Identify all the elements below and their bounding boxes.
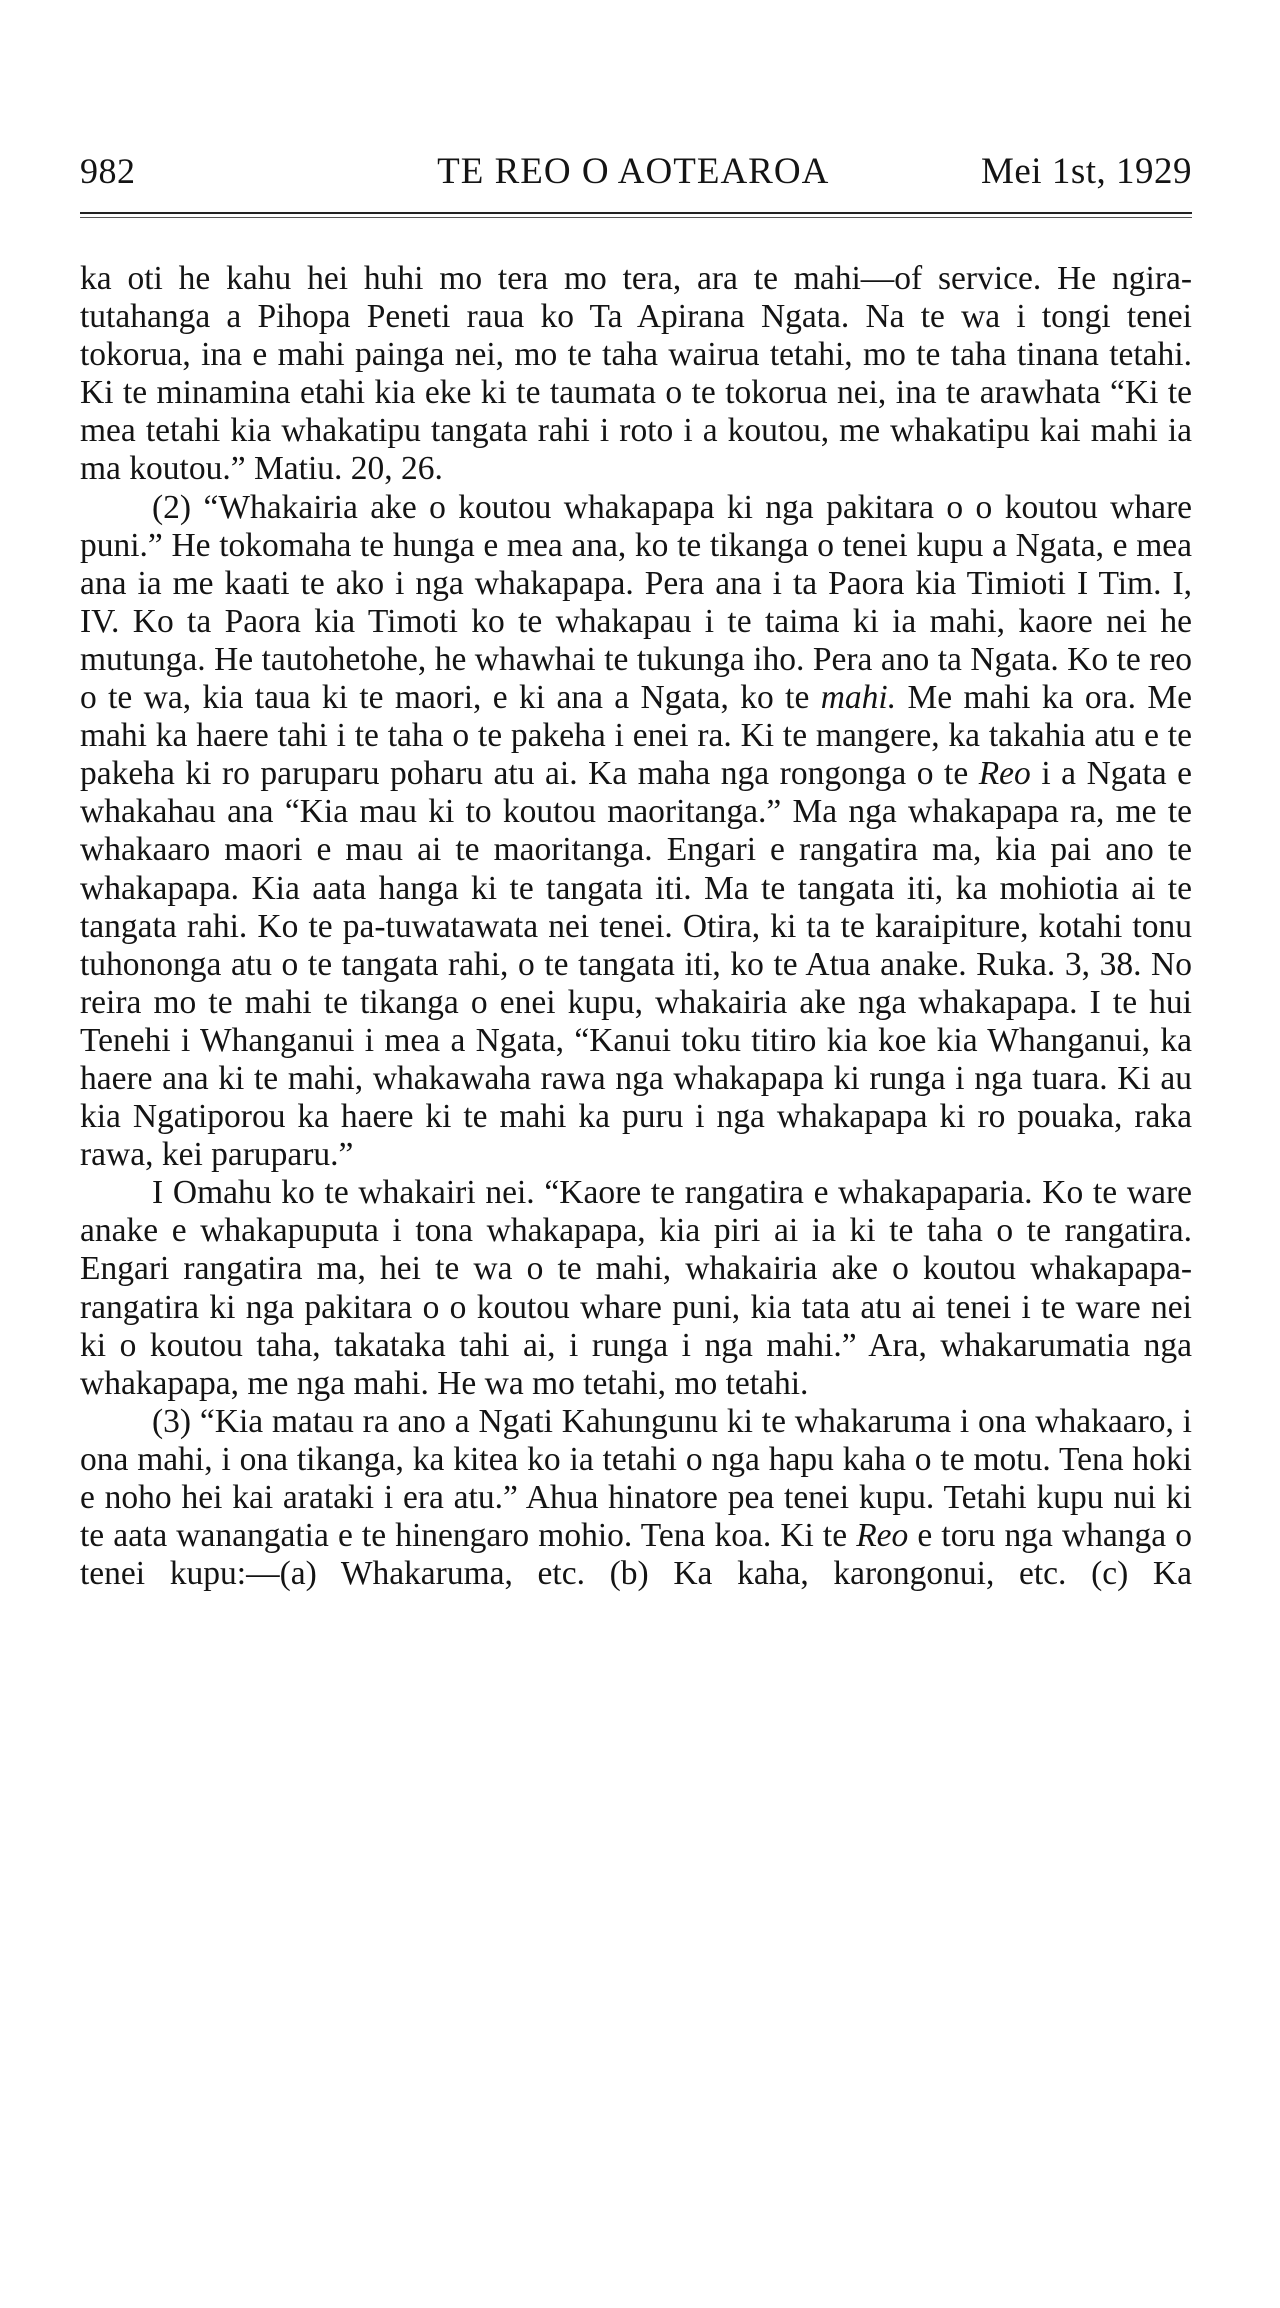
paragraph-2-emphasis-mahi: mahi. (820, 679, 897, 717)
page-header (80, 150, 1192, 198)
issue-date: Mei 1st, 1929 (980, 151, 1192, 192)
paragraph-2-text-a: (2) “Whakairia ake o koutou whakapapa ki nga pakitara o o koutou whare puni.” He tokomaha te hunga e mea ana, ko te tikanga o tenei kupu a Ngata, e mea ana ia me kaati te ako i nga whakapapa. Pera ana i ta Paora kia Timioti I Tim. I, IV. Ko ta Paora kia Timoti ko te whakapau i te taima ki ia mahi, kaore nei he mutunga. He tautohetohe, he whawhai te tukunga iho. Pera ano ta Ngata. Ko te reo o te wa, kia taua ki te maori, e ki ana a Ngata, ko te (80, 488, 1192, 717)
paragraph-1-text: ka oti he kahu hei huhi mo tera mo tera, ara te mahi—of service. He ngira-tutahanga a Pihopa Peneti raua ko Ta Apirana Ngata. Na te wa i tongi tenei tokorua, ina e mahi painga nei, mo te taha wairua tetahi, mo te taha tinana tetahi. Ki te minamina etahi kia eke ki te taumata o te tokorua nei, ina te arawhata “Ki te mea tetahi kia whakatipu tangata rahi i roto i a koutou, me whakatipu kai mahi ia ma koutou.” Matiu. 20, 26. (80, 260, 1192, 488)
paragraph-4-emphasis-reo: Reo (856, 1517, 909, 1555)
header-rule (80, 212, 1192, 218)
paragraph-2 (80, 489, 1192, 1175)
paragraph-3 (80, 1174, 1192, 1403)
paragraph-2-text-b: Me mahi ka ora. Me mahi ka haere tahi i te taha o te pakeha i enei ra. Ki te mangere, ka takahia atu e te pakeha ki ro paruparu poharu atu ai. Ka maha nga rongonga o te (80, 679, 1192, 793)
paragraph-2-text-c: i a Ngata e whakahau ana “Kia mau ki to koutou maoritanga.” Ma nga whakapapa ra, me te whakaaro maori e mau ai te maoritanga. Engari e rangatira ma, kia pai ano te whakapapa. Kia aata hanga ki te tangata iti. Ma te tangata iti, ka mohiotia ai te tangata rahi. Ko te pa-tuwatawata nei tenei. Otira, ki ta te karaipiture, kotahi tonu tuhononga atu o te tangata rahi, o te tangata iti, ko te Atua anake. Ruka. 3, 38. No reira mo te mahi te tikanga o enei kupu, whakairia ake nga whakapapa. I te hui Tenehi i Whanganui i mea a Ngata, “Kanui toku titiro kia koe kia Whanganui, ka haere ana ki te mahi, whakawaha rawa nga whakapapa ki runga i nga tuara. Ki au kia Ngatiporou ka haere ki te mahi ka puru i nga whakapapa ki ro pouaka, raka rawa, kei paruparu.” (80, 755, 1192, 1174)
paragraph-3-text: I Omahu ko te whakairi nei. “Kaore te rangatira e whakapaparia. Ko te ware anake e whakapuputa i tona whakapapa, kia piri ai ia ki te taha o te rangatira. Engari rangatira ma, hei te wa o te mahi, whakairia ake o koutou whakapapa-rangatira ki nga pakitara o o koutou whare puni, kia tata atu ai tenei i te ware nei ki o koutou taha, takataka tahi ai, i runga i nga mahi.” Ara, whakarumatia nga whakapapa, me nga mahi. He wa mo tetahi, mo tetahi. (80, 1174, 1192, 1402)
article-body (80, 260, 1192, 1593)
paragraph-4-text-b: e toru nga whanga o tenei kupu:—(a) Whakaruma, etc. (b) Ka kaha, karongonui, etc. (c) Ka (80, 1517, 1192, 1593)
paragraph-4 (80, 1403, 1192, 1593)
page-number: 982 (80, 151, 136, 191)
paragraph-4-text-a: (3) “Kia matau ra ano a Ngati Kahungunu ki te whakaruma i ona whakaaro, i ona mahi, i ona tikanga, ka kitea ko ia tetahi o nga hapu kaha o te motu. Tena hoki e noho hei kai arataki i era atu.” Ahua hinatore pea tenei kupu. Tetahi kupu nui ki te aata wanangatia e te hinengaro mohio. Tena koa. Ki te (80, 1402, 1192, 1555)
publication-title: TE REO O AOTEAROA (437, 151, 830, 192)
paragraph-2-emphasis-reo: Reo (978, 755, 1031, 793)
paragraph-1 (80, 260, 1192, 489)
document-page (80, 150, 1192, 1593)
